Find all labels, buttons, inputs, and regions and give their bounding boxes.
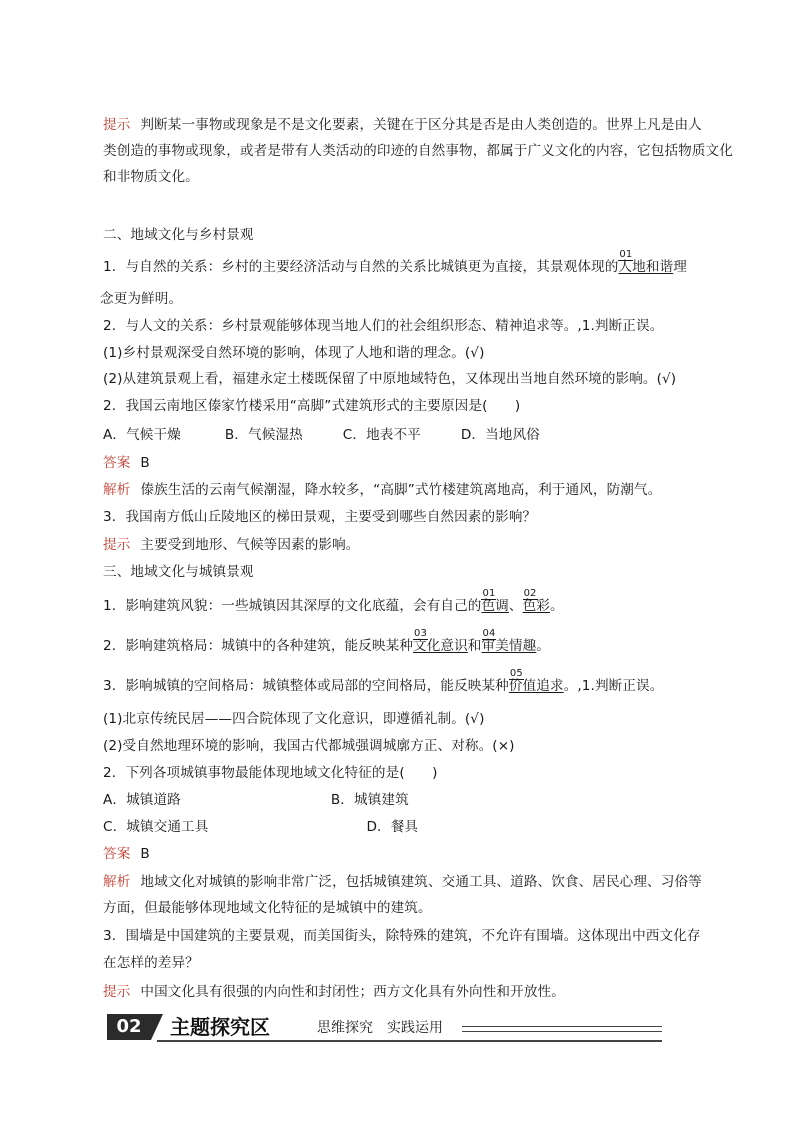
fill-blank-04: 04 审美情趣 — [481, 628, 537, 654]
banner-subtitle: 思维探究 实践运用 — [317, 1020, 443, 1036]
fill-blank-02: 02 色彩 — [522, 588, 550, 614]
urban-question-3-line-2: 在怎样的差异？ — [103, 955, 199, 971]
urban-question-3-line-1: 3．围墙是中国建筑的主要景观，而美国街头，除特殊的建筑，不允许有围墙。这体现出中西文化存 — [103, 928, 701, 944]
banner-rule-top — [462, 1026, 662, 1027]
fill-blank-01: 01 人地和谐 — [618, 249, 674, 275]
section-heading-urban: 三、地域文化与城镇景观 — [103, 564, 254, 580]
rural-judge-1: (1)乡村景观深受自然环境的影响，体现了人地和谐的理念。(√) — [103, 345, 485, 361]
urban-q2-analysis-line-2: 方面，但最能够体现地域文化特征的是城镇中的建筑。 — [103, 900, 432, 916]
rural-item-2: 2．与人文的关系：乡村景观能够体现当地人们的社会组织形态、精神追求等。,1.判断正误。 — [103, 318, 664, 334]
banner-number-badge: 02 — [107, 1014, 151, 1040]
urban-item-2: 2．影响建筑格局：城镇中的各种建筑，能反映某种 03 文化意识和 04 审美情趣。 — [103, 628, 550, 654]
banner-badge-tail — [151, 1014, 163, 1040]
fill-blank-03: 03 文化意识 — [413, 628, 468, 654]
rural-question-2: 2．我国云南地区傣家竹楼采用“高脚”式建筑形式的主要原因是( ) — [103, 398, 521, 414]
urban-judge-1: (1)北京传统民居——四合院体现了文化意识，即遵循礼制。(√) — [103, 711, 485, 727]
rural-q2-options: A．气候干燥 B．气候湿热 C．地表不平 D．当地风俗 — [103, 427, 540, 443]
urban-judge-2: (2)受自然地理环境的影响，我国古代都城强调城廓方正、对称。(×) — [103, 738, 515, 754]
urban-q2-options-ab: A．城镇道路 B．城镇建筑 — [103, 792, 409, 808]
rural-q3-tip: 提示 主要受到地形、气候等因素的影响。 — [103, 537, 360, 553]
rural-judge-2: (2)从建筑景观上看，福建永定土楼既保留了中原地域特色，又体现出当地自然环境的影响。(√) — [103, 371, 677, 387]
urban-q3-tip: 提示 中国文化具有很强的内向性和封闭性；西方文化具有外向性和开放性。 — [103, 984, 565, 1000]
urban-q2-options-cd: C．城镇交通工具 D．餐具 — [103, 819, 419, 835]
urban-q2-answer: 答案 B — [103, 846, 150, 862]
rural-item-1: 1．与自然的关系：乡村的主要经济活动与自然的关系比城镇更为直接，其景观体现的 01 人地和谐理 — [103, 249, 687, 275]
banner-rule-middle — [462, 1031, 662, 1032]
tip-label: 提示 — [103, 117, 131, 133]
urban-item-1: 1．影响建筑风貌：一些城镇因其深厚的文化底蕴，会有自己的 01 色调、 02 色彩。 — [103, 588, 564, 614]
rural-item-1-cont: 念更为鲜明。 — [100, 291, 183, 307]
rural-question-3: 3．我国南方低山丘陵地区的梯田景观，主要受到哪些自然因素的影响？ — [103, 509, 537, 525]
rural-q2-answer: 答案 B — [103, 455, 150, 471]
section-banner — [107, 1012, 662, 1042]
intro-tip-line-3: 和非物质文化。 — [103, 169, 199, 185]
fill-blank-01: 01 色调 — [481, 588, 509, 614]
banner-rule-bottom — [157, 1040, 662, 1042]
banner-title: 主题探究区 — [170, 1015, 270, 1039]
rural-q2-analysis: 解析 傣族生活的云南气候潮湿，降水较多，“高脚”式竹楼建筑离地高，利于通风，防潮气。 — [103, 482, 662, 498]
urban-question-2: 2．下列各项城镇事物最能体现地域文化特征的是( ) — [103, 765, 438, 781]
intro-tip-line-1: 提示 判断某一事物或现象是不是文化要素，关键在于区分其是否是由人类创造的。世界上凡是由人 — [103, 117, 702, 133]
intro-tip-line-2: 类创造的事物或现象，或者是带有人类活动的印迹的自然事物，都属于广义文化的内容，它包括物质文化 — [103, 143, 733, 159]
urban-q2-analysis-line-1: 解析 地域文化对城镇的影响非常广泛，包括城镇建筑、交通工具、道路、饮食、居民心理、习俗等 — [103, 874, 702, 890]
section-heading-rural: 二、地域文化与乡村景观 — [103, 227, 254, 243]
fill-blank-05: 05 价值追求 — [508, 668, 564, 694]
urban-item-3: 3．影响城镇的空间格局：城镇整体或局部的空间格局，能反映某种 05 价值追求。,1.判断正误。 — [103, 668, 664, 694]
